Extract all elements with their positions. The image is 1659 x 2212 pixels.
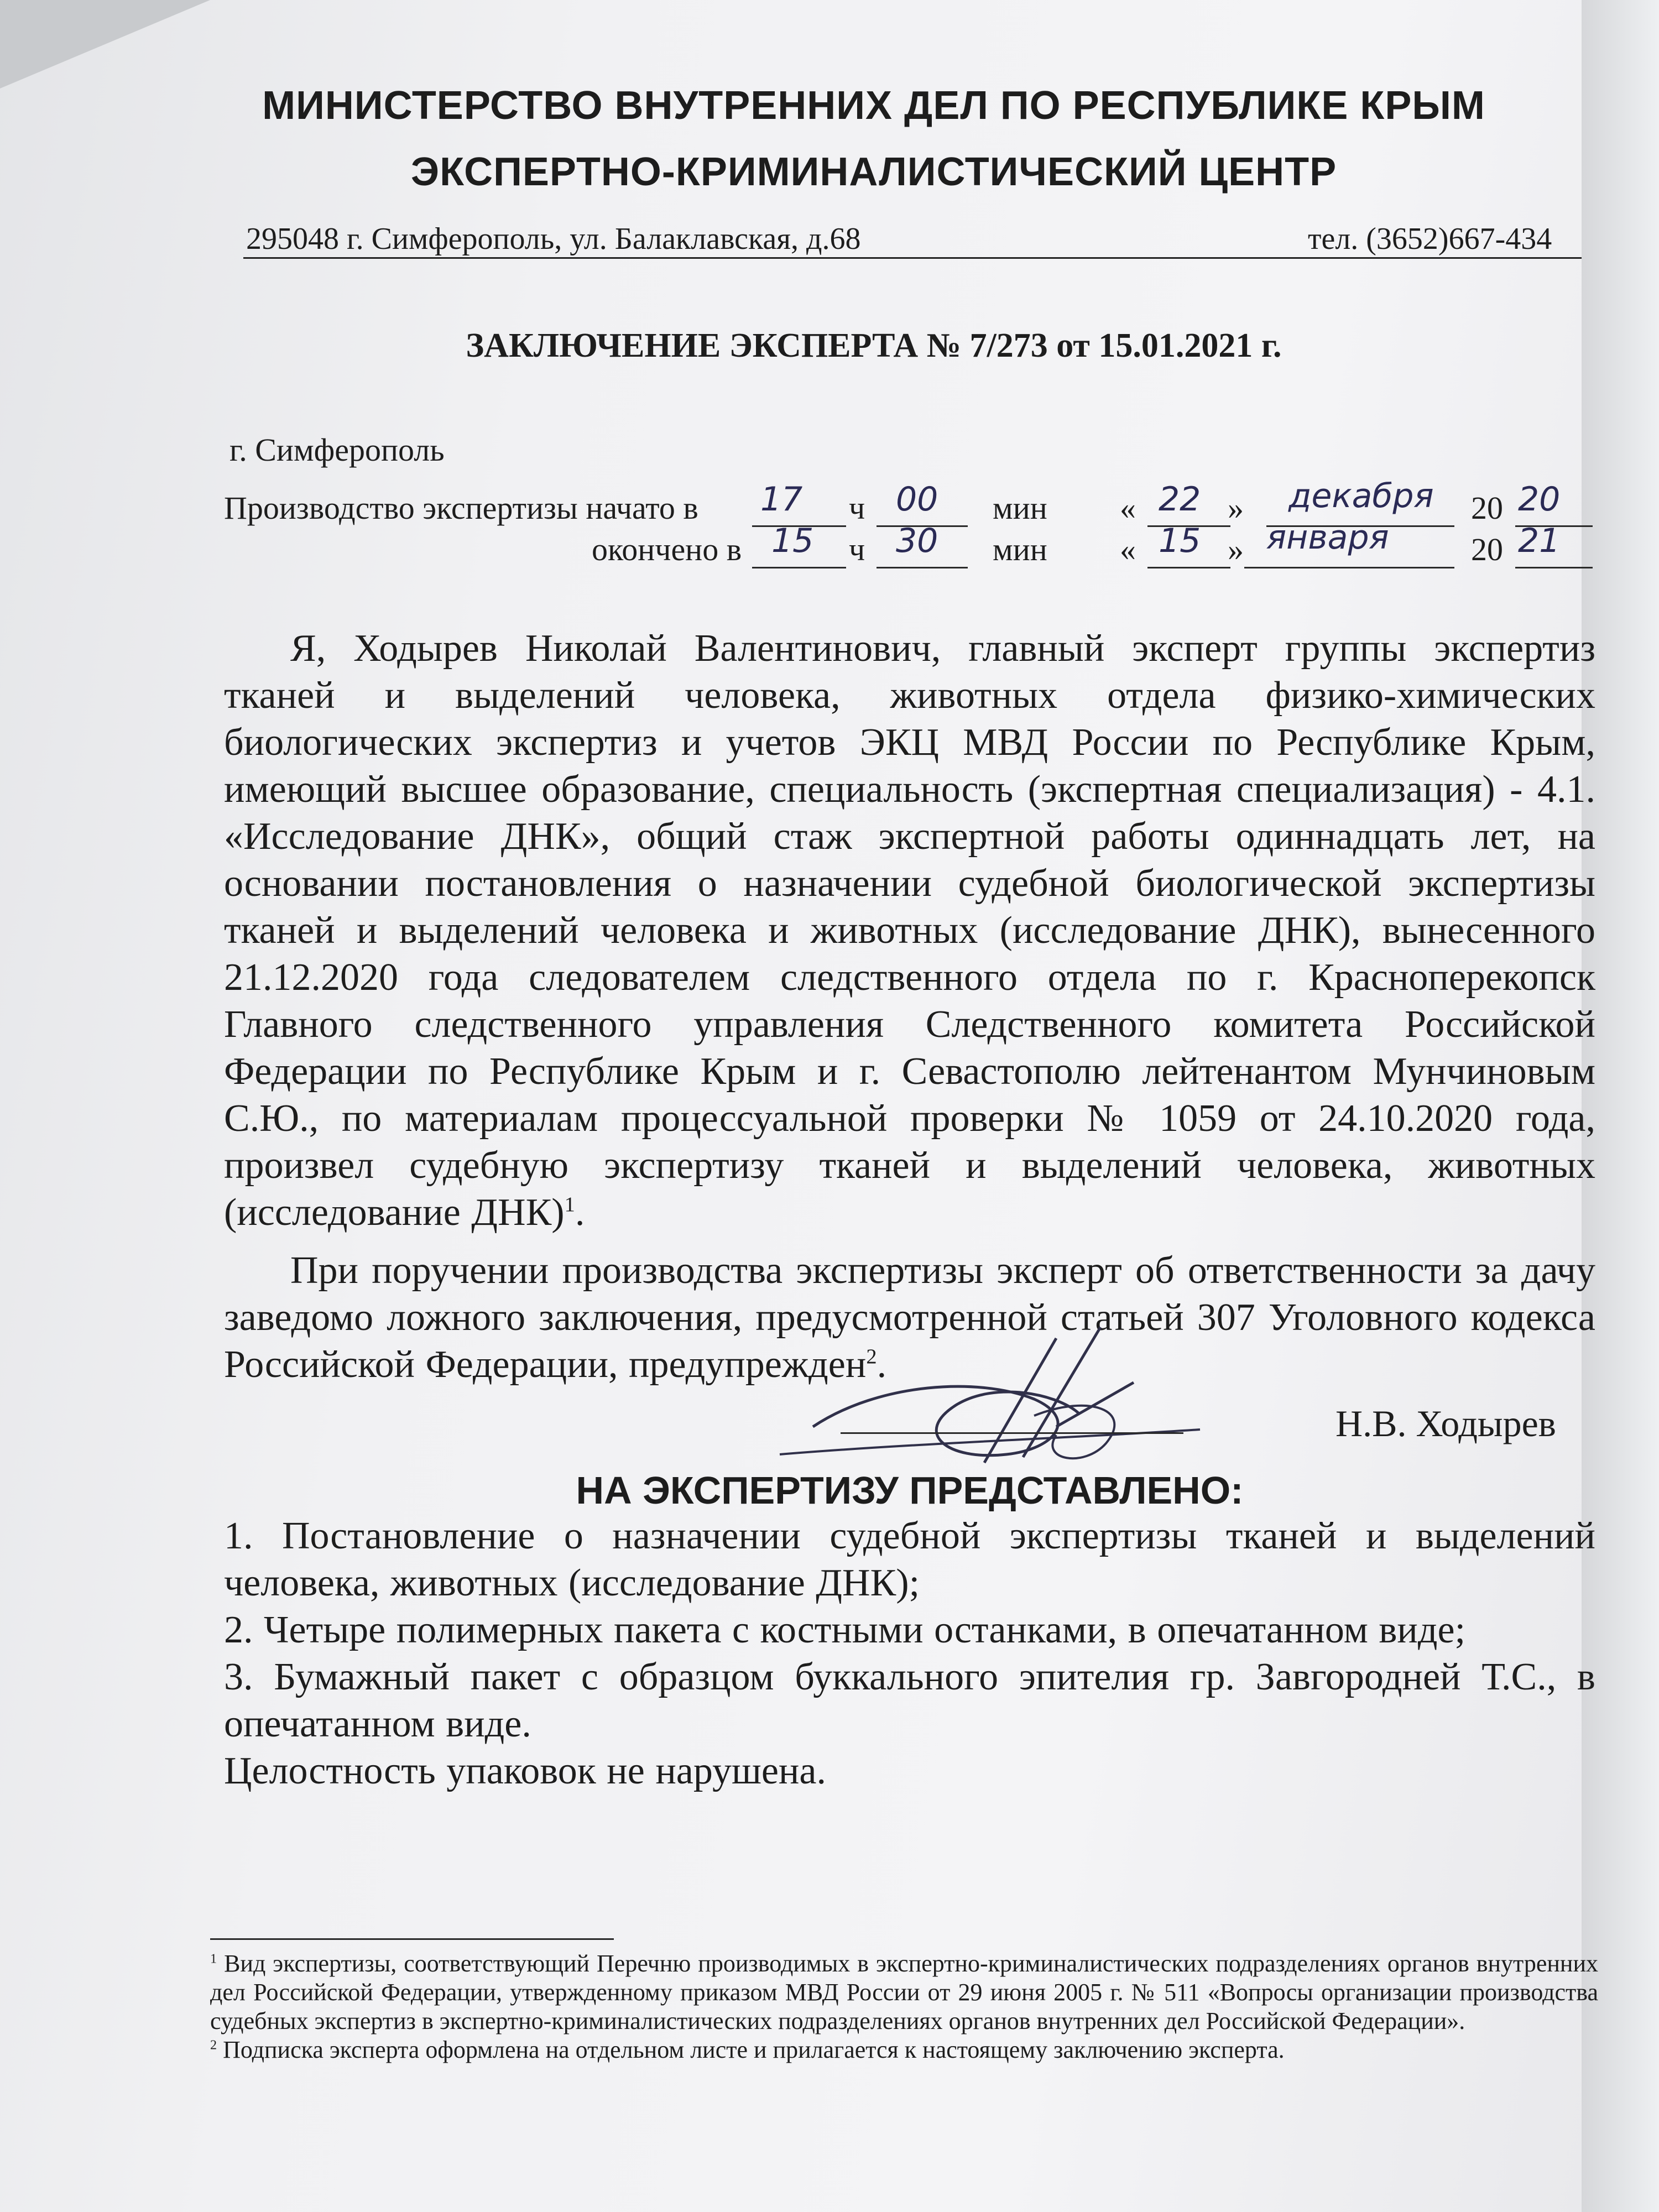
footnote-ref-2: 2 bbox=[866, 1345, 877, 1369]
start-year-prefix: 20 bbox=[1471, 490, 1503, 526]
start-minute: 00 bbox=[896, 480, 938, 519]
presented-item: 1. Постановление о назначении судебной экспертизы тканей и выделений человека, животных (исследование ДНК); bbox=[224, 1515, 1595, 1604]
end-month-line bbox=[1244, 567, 1454, 568]
signature-line bbox=[841, 1432, 1183, 1434]
end-minute: 30 bbox=[896, 521, 938, 560]
end-h-label: ч bbox=[849, 531, 865, 567]
start-label: Производство экспертизы начато в bbox=[224, 490, 698, 526]
end-minute-line bbox=[877, 567, 968, 568]
ministry-heading: МИНИСТЕРСТВО ВНУТРЕННИХ ДЕЛ ПО РЕСПУБЛИКЕ КРЫМ bbox=[262, 84, 1485, 128]
end-quote-open: « bbox=[1120, 531, 1136, 567]
para1-text: Я, Ходырев Николай Валентинович, главный эксперт группы экспертиз тканей и выделений человека, животных отдела физико-химических биологических экспертиз и учетов ЭКЦ МВД России по Республике Крым, имеющий высшее образование, специальность (экспертная специализация) - 4.1. «Исследование ДНК», общий стаж экспертной работы одиннадцать лет, на основании постановления о назначении судебной биологической экспертизы тканей и выделений человека и животных (исследование ДНК), вынесенного 21.12.2020 года следователем следственного отдела по г. Красноперекопск Главного следственного управления Следственного комитета Российской Федерации по Республике Крым и г. Севастополю лейтенантом Мунчиновым С.Ю., по материалам процессуальной проверки № 1059 от 24.10.2020 года, произвел судебную экспертизу тканей и выделений человека, животных (исследование ДНК) bbox=[224, 627, 1595, 1234]
body-text bbox=[224, 625, 1595, 1388]
para2-end: . bbox=[877, 1343, 887, 1386]
start-hour: 17 bbox=[760, 480, 803, 519]
end-hour-line bbox=[752, 567, 846, 568]
address-text: 295048 г. Симферополь, ул. Балаклавская, д.68 bbox=[246, 222, 861, 256]
end-year-prefix: 20 bbox=[1471, 531, 1503, 567]
end-min-label: мин bbox=[993, 531, 1047, 567]
end-label: окончено в bbox=[592, 531, 742, 567]
para2-text: При поручении производства экспертизы эксперт об ответственности за дачу заведомо ложного заключения, предусмотренной статьей 307 Уголовного кодекса Российской Федерации, предупрежден bbox=[224, 1249, 1595, 1386]
start-month: декабря bbox=[1288, 477, 1434, 515]
paragraph-expert-intro bbox=[224, 625, 1595, 1236]
end-year-line bbox=[1515, 567, 1593, 568]
start-h-label: ч bbox=[849, 490, 865, 526]
end-day: 15 bbox=[1159, 521, 1201, 560]
para1-end: . bbox=[575, 1191, 585, 1234]
start-year-suffix: 20 bbox=[1518, 480, 1561, 519]
presented-heading: НА ЭКСПЕРТИЗУ ПРЕДСТАВЛЕНО: bbox=[576, 1469, 1244, 1512]
document-title: ЗАКЛЮЧЕНИЕ ЭКСПЕРТА № 7/273 от 15.01.2021 г. bbox=[466, 327, 1282, 364]
end-year-suffix: 21 bbox=[1518, 521, 1561, 560]
start-min-label: мин bbox=[993, 490, 1047, 526]
footnote-2 bbox=[210, 2036, 1598, 2064]
presented-list bbox=[224, 1512, 1595, 1794]
start-quote-open: « bbox=[1120, 490, 1136, 526]
presented-item: 3. Бумажный пакет с образцом буккального эпителия гр. Завгородней Т.С., в опечатанном виде. bbox=[224, 1656, 1595, 1745]
footnote-2-num: 2 bbox=[210, 2037, 217, 2053]
end-quote-close: » bbox=[1228, 531, 1244, 567]
phone-text: тел. (3652)667-434 bbox=[1308, 222, 1552, 256]
start-quote-close: » bbox=[1228, 490, 1244, 526]
footnote-1 bbox=[210, 1949, 1598, 2036]
presented-item: 2. Четыре полимерных пакета с костными останками, в опечатанном виде; bbox=[224, 1609, 1466, 1651]
footnote-1-num: 1 bbox=[210, 1951, 217, 1966]
center-heading: ЭКСПЕРТНО-КРИМИНАЛИСТИЧЕСКИЙ ЦЕНТР bbox=[410, 150, 1337, 194]
end-month: января bbox=[1266, 518, 1389, 557]
header-rule bbox=[243, 257, 1582, 259]
footnotes bbox=[210, 1949, 1598, 2064]
end-hour: 15 bbox=[771, 521, 814, 560]
footnote-2-text: Подписка эксперта оформлена на отдельном листе и прилагается к настоящему заключению эксперта. bbox=[223, 2036, 1285, 2063]
footnote-rule bbox=[210, 1938, 614, 1940]
signature-name: Н.В. Ходырев bbox=[1335, 1402, 1556, 1444]
folded-corner bbox=[0, 0, 210, 88]
end-day-line bbox=[1147, 567, 1230, 568]
integrity-note: Целостность упаковок не нарушена. bbox=[224, 1750, 826, 1792]
footnote-1-text: Вид экспертизы, соответствующий Перечню производимых в экспертно-криминалистических подразделениях органов внутренних дел Российской Федерации, утвержденному приказом МВД России от 29 июня 2005 г. № 511 «Вопросы организации производства судебных экспертиз в экспертно-криминалистических подразделениях органов внутренних дел Российской Федерации». bbox=[210, 1950, 1598, 2034]
start-day: 22 bbox=[1159, 480, 1201, 519]
footnote-ref-1: 1 bbox=[564, 1193, 575, 1217]
city-label: г. Симферополь bbox=[229, 432, 445, 468]
